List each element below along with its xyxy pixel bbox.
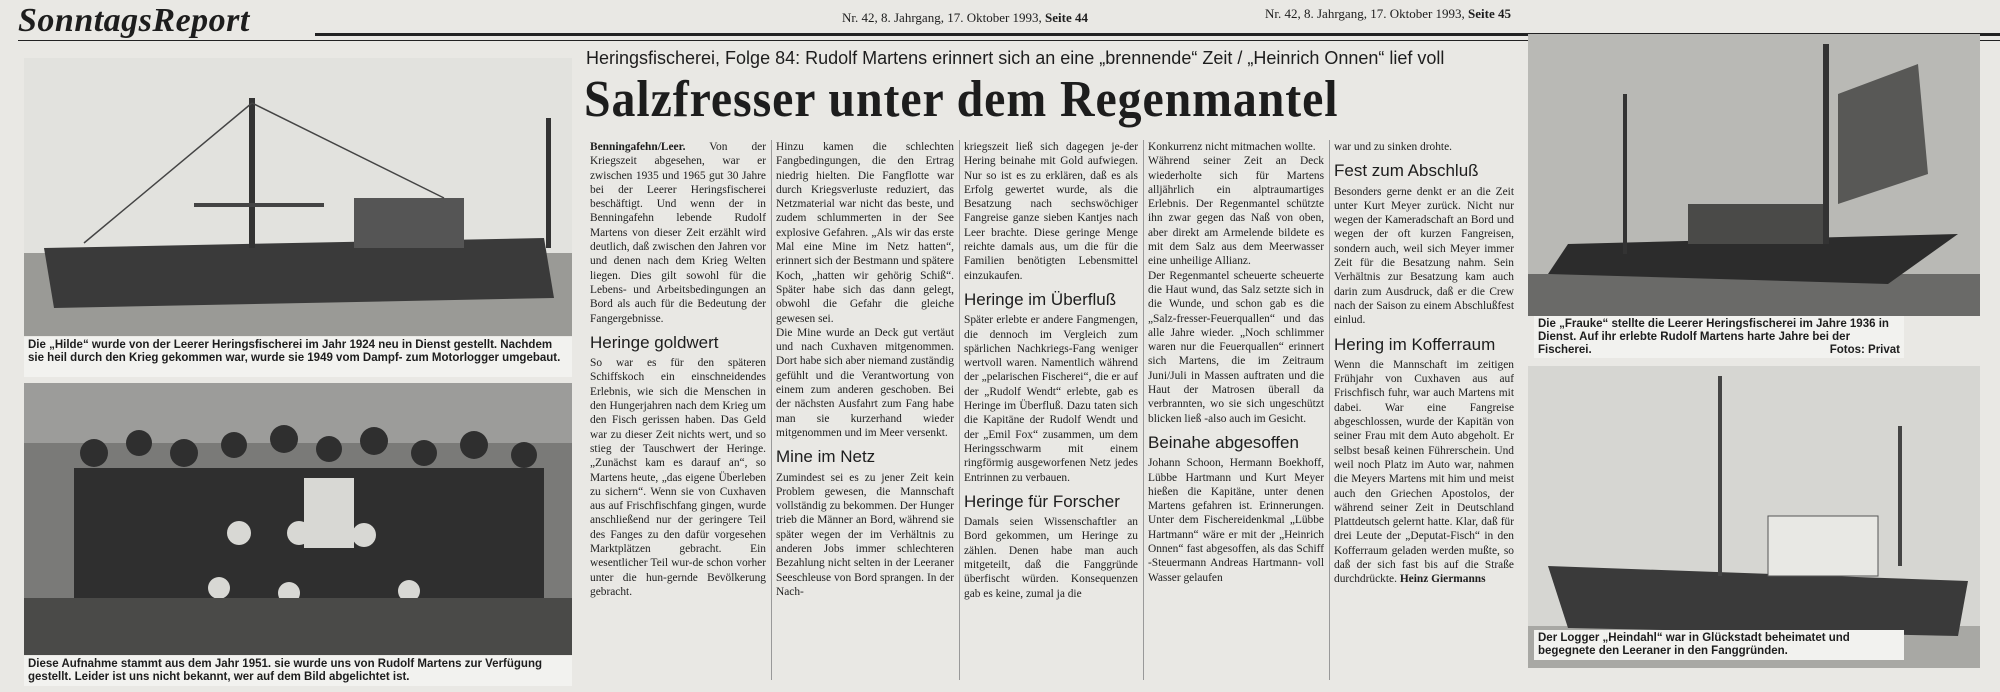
subheading: Heringe goldwert [590, 332, 719, 352]
caption-text: Die „Frauke“ stellte die Leerer Heringsfischerei im Jahre 1936 in Dienst. Auf ihr erlebte Rudolf Martens harte Jahre bei der Fischerei. [1538, 318, 1889, 356]
article-column-5 [1334, 140, 1514, 680]
photo-frauke-ship [1528, 34, 1980, 316]
article-headline: Salzfresser unter dem Regenmantel [584, 71, 1339, 128]
article-column-4 [1148, 140, 1324, 680]
caption-hilde: Die „Hilde“ wurde von der Leerer Heringsfischerei im Jahr 1924 neu in Dienst gestellt. Nachdem sie heil durch den Krieg gekommen war, wurde sie 1949 vom Dampf- zum Motorlogger umgebaut. [24, 337, 572, 377]
issue-info-right [1265, 6, 1511, 22]
subheading: Hering im Kofferraum [1334, 334, 1496, 354]
page-number: Seite 45 [1468, 6, 1512, 21]
paragraph: Von der Kriegszeit abgesehen, war er zwischen 1935 und 1965 gut 30 Jahre bei der Leerer Heringsfischerei beschäftigt. Und wenn der in Benningafehn lebende Rudolf Martens von dieser Zeit erzählt wird deutlich, daß zwischen den Jahren vor und denen nach dem Krieg Welten liegen. Dies gilt sowohl für die Lebens- und Arbeitsbedingungen an Bord als auch für die Bedeutung der Fangergebnisse. [590, 141, 766, 325]
paragraph: Zumindest sei es zu jener Zeit kein Problem gewesen, die Mannschaft vollständig zu bekommen. Der Hunger trieb die Männer an Bord, während sie später wegen der im Verhältnis zu anderen Jobs immer schlechteren Bezahlung nicht selten in der Leeraner Seeschleuse von Bord sprangen. In der Nach- [776, 471, 954, 598]
dateline: Benningafehn/Leer. [590, 141, 686, 153]
caption-heindahl: Der Logger „Heindahl“ war in Glückstadt beheimatet und begegnete den Leeraner in den Fanggründen. [1534, 630, 1904, 660]
paragraph: Wenn die Mannschaft im zeitigen Frühjahr von Cuxhaven aus auf Frischfisch fuhr, war auch Martens mit dabei. War eine Fangreise abgeschlossen, wurde der Kapitän von seiner Frau mit dem Auto abgeholt. Er selbst besaß keinen Führerschein. Und weil noch Platz im Auto war, nahmen die Meyers Martens mit him und meist auch den Griechen Apostolos, der während seiner Zeit in Deutschland Plattdeutsch gelernt hatte. Klar, daß für drei Leute der „Deputat-Fisch“ in den Kofferraum geladen werden mußte, so daß der sich fast bis auf die Straße durchdrückte. [1334, 358, 1514, 586]
paragraph: Damals seien Wissenschaftler an Bord gekommen, um Heringe zu zählen. Denen habe man auch mitgeteilt, daß die Fanggründe überfischt würden. Konsequenzen gab es keine, zumal ja die [964, 516, 1138, 600]
issue-text: Nr. 42, 8. Jahrgang, 17. Oktober 1993, [1265, 6, 1465, 21]
paragraph: Der Regenmantel scheuerte scheuerte die Haut wund, das Salz setzte sich in die Wunde, und schon gab es die „Salz-fresser-Feuerquallen“ und das alle Jahre wieder. „Noch schlimmer waren nur die Feuerquallen“ erinnert sich Martens, die im Zeitraum Juni/Juli in Massen auftraten und die Haut der Matrosen überall da verbrannten, wo sie sich ungeschützt blicken ließ -also auch im Gesicht. [1148, 269, 1324, 425]
crew-photo-illustration [24, 383, 572, 655]
subheading: Heringe für Forscher [964, 491, 1120, 511]
column-divider [1143, 140, 1144, 680]
paragraph: war und zu sinken drohte. [1334, 141, 1452, 153]
article-column-1 [590, 140, 766, 680]
paragraph: Konkurrenz nicht mitmachen wollte. [1148, 141, 1316, 153]
photo-crew-1951 [24, 383, 572, 655]
article-column-3 [964, 140, 1138, 680]
photo-credit: Fotos: Privat [1829, 344, 1900, 356]
paragraph: kriegszeit ließ sich dagegen je-der Hering beinahe mit Gold aufwiegen. Nur so ist es zu erklären, daß es als Erfolg gewertet wurde, als die Besatzung nach sechswöchiger Fangreise ganze sieben Kantjes nach Leer brachte. Diese geringe Menge reichte damals aus, um die für die Familien benötigten Lebensmittel einzukaufen. [964, 141, 1138, 282]
subheading: Mine im Netz [776, 447, 876, 467]
article-kicker: Heringsfischerei, Folge 84: Rudolf Martens erinnert sich an eine „brennende“ Zeit / „Heinrich Onnen“ lief voll [586, 48, 1445, 68]
caption-frauke [1534, 316, 1904, 358]
column-divider [771, 140, 772, 680]
ship-photo-illustration [24, 58, 572, 336]
issue-text: Nr. 42, 8. Jahrgang, 17. Oktober 1993, [842, 10, 1042, 25]
paragraph: Die Mine wurde an Deck gut vertäut und nach Cuxhaven mitgenommen. Dort habe sich aber niemand zuständig gefühlt und die Verantwortung von einem zum anderen geschoben. Bei der nächsten Ausfahrt zum Fang habe man sie kurzerhand wieder mitgenommen und im Meer versenkt. [776, 326, 954, 439]
paragraph: Johann Schoon, Hermann Boekhoff, Lübbe Hartmann und Kurt Meyer hießen die Kapitäne, unter denen Martens gefahren ist. Erinnerungen. Unter dem Fischereidenkmal „Lübbe Hartmann“ wäre er mit der „Heinrich Onnen“ fast abgesoffen, als das Schiff -Steuermann Andreas Hartmann- voll Wasser gelaufen [1148, 457, 1324, 584]
article-column-2 [776, 140, 954, 680]
issue-info-left [842, 10, 1088, 26]
caption-crew: Diese Aufnahme stammt aus dem Jahr 1951. sie wurde uns von Rudolf Martens zur Verfügung gestellt. Leider ist uns nicht bekannt, wer auf dem Bild abgelichtet ist. [24, 656, 572, 686]
ship-photo-illustration [1528, 366, 1980, 668]
paragraph: Später erlebte er andere Fangmengen, die dennoch im Vergleich zum spärlichen Nachkriegs-Fang weniger wertvoll waren. Namentlich während der „pelarischen Fischerei“, die er auf der „Rudolf Wendt“ erlebte, gab es Heringe im Überfluß. Dazu taten sich die Kapitäne der Rudolf Wendt und der „Emil Fox“ zusammen, um dem Heringsschwarm mit einem ringförmig ausgeworfenen Netz jedes Entrinnen zu verbauen. [964, 314, 1138, 484]
masthead-logo: SonntagsReport [18, 2, 250, 39]
ship-photo-illustration [1528, 34, 1980, 316]
paragraph: Hinzu kamen die schlechten Fangbedingungen, die den Ertrag niedrig hielten. Die Fangflotte war durch Kriegsverluste reduziert, das Netzmaterial war nicht das beste, und zudem schlummerten in der See explosive Gefahren. „Als wir das erste Mal eine Mine im Netz hatten“, erinnert sich der Bestmann und spätere Koch, „hatten wir gehörig Schiß“. Später habe sich das dann gelegt, obwohl die Gefahr die gleiche gewesen sei. [776, 141, 954, 325]
paragraph: Besonders gerne denkt er an die Zeit unter Kurt Meyer zurück. Nicht nur wegen der Kameradschaft an Bord und wegen der oft kurzen Fangreisen, sondern auch, weil sich Meyer immer Zeit für die Besatzung nahm. Sein Verhältnis zur Besatzung kam auch darin zum Ausdruck, daß er die Crew nach der Saison zu einem Abschlußfest einlud. [1334, 185, 1514, 327]
paragraph: So war es für den späteren Schiffskoch ein einschneidendes Erlebnis, wie sich die Menschen in den Hungerjahren nach dem Krieg um den Fisch gerissen haben. Das Geld war zu dieser Zeit nichts wert, und so stieg der Tauschwert der Heringe. „Zunächst kam es darauf an“, so Martens heute, „das eigene Überleben zu sichern“. Wenn sie von Cuxhaven aus auf Frischfischfang gingen, wurde anschließend nur der geringere Teil des Fanges zu den dafür vorgesehen Marktplätzen gebracht. Ein wesentlicher Teil wur-de schon vorher unter die hun-gernde Bevölkerung gebracht. [590, 357, 766, 598]
paragraph: Während seiner Zeit an Deck wiederholte sich für Martens alljährlich ein alptraumartiges Erlebnis. Der Regenmantel schützte ihn zwar gegen das Naß von oben, aber direkt am Armelende bildete es mit dem Salz aus dem Meerwasser eine unheilige Allianz. [1148, 155, 1324, 268]
subheading: Fest zum Abschluß [1334, 161, 1479, 181]
byline: Heinz Giermanns [1399, 573, 1486, 586]
column-divider [1329, 140, 1330, 680]
subheading: Beinahe abgesoffen [1148, 432, 1299, 452]
photo-heindahl-logger [1528, 366, 1980, 668]
page-number: Seite 44 [1045, 10, 1089, 25]
column-divider [959, 140, 960, 680]
subheading: Heringe im Überfluß [964, 289, 1117, 309]
photo-hilde-ship [24, 58, 572, 336]
